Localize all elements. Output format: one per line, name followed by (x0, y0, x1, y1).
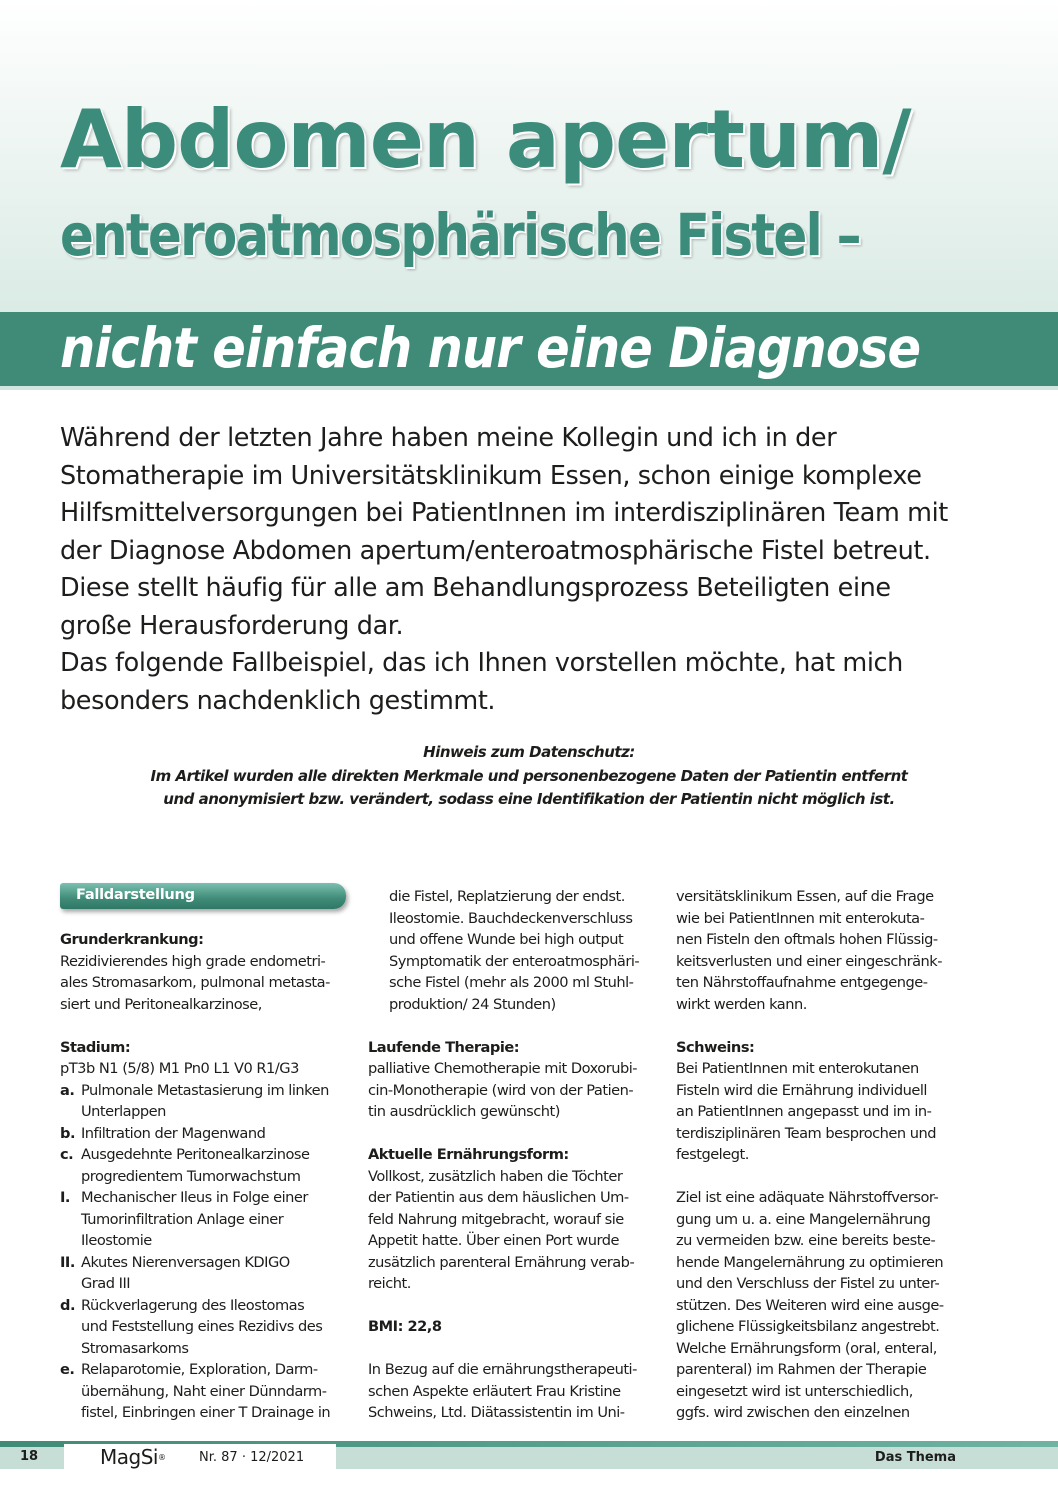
list-item-text: sche Fistel (mehr als 2000 ml Stuhl- (389, 974, 634, 991)
list-item (60, 1144, 360, 1166)
text-line: und den Verschluss der Fistel zu unter- (676, 1275, 940, 1292)
list-item-cont (60, 1273, 360, 1295)
text-line: Vollkost, zusätzlich haben die Töchter (368, 1167, 623, 1185)
list-marker: c. (60, 1146, 74, 1163)
intro-paragraph-2: Das folgende Fallbeispiel, das ich Ihnen vorstellen möchte, hat mich besonders nachdenklich gestimmt. (60, 648, 903, 716)
text-line: reicht. (368, 1275, 411, 1292)
list-item-text: Rückverlagerung des Ileostomas (81, 1296, 305, 1314)
list-marker: a. (60, 1081, 75, 1099)
list-marker: d. (60, 1296, 75, 1314)
list-item-cont (60, 1338, 360, 1360)
list-item-cont (60, 1230, 360, 1252)
list-item-text: Akutes Nierenversagen KDIGO (81, 1253, 290, 1271)
text-line: an PatientInnen angepasst und im in- (676, 1103, 932, 1120)
privacy-notice-heading: Hinweis zum Datenschutz: (423, 743, 635, 761)
text-line: eingesetzt wird ist unterschiedlich, (676, 1382, 913, 1400)
list-item (60, 1295, 360, 1317)
list-item (60, 1359, 360, 1381)
list-item (60, 1187, 360, 1209)
text-line: Bei PatientInnen mit enterokutanen (676, 1060, 919, 1077)
text-line: parenteral) im Rahmen der Therapie (676, 1361, 927, 1378)
text-line: wie bei PatientInnen mit enterokuta- (676, 909, 925, 927)
list-item-text: Ileostomie. Bauchdeckenverschluss (389, 909, 633, 927)
list-marker: II. (60, 1253, 75, 1271)
text-line: cin-Monotherapie (wird von der Patien- (368, 1081, 634, 1099)
list-item (60, 1123, 360, 1145)
list-item-text: Stromasarkoms (81, 1339, 189, 1357)
text-line: Welche Ernährungsform (oral, enteral, (676, 1339, 937, 1357)
list-item-text: progredientem Tumorwachstum (81, 1167, 301, 1185)
list-item-cont (368, 951, 668, 973)
page-title: Abdomen apertum/ (60, 93, 911, 186)
subheading-laufende-therapie: Laufende Therapie: (368, 1038, 520, 1056)
bmi-value: BMI: 22,8 (368, 1318, 442, 1335)
list-item-text: produktion/ 24 Stunden) (389, 995, 556, 1013)
subheading-stadium: Stadium: (60, 1038, 131, 1056)
list-item-text: und Feststellung eines Rezidivs des (81, 1318, 323, 1335)
list-item-text: und offene Wunde bei high output (389, 931, 624, 948)
page-title-line2: enteroatmosphärische Fistel – (60, 201, 860, 269)
column-1 (60, 886, 360, 1424)
list-item (60, 1080, 360, 1102)
text-line: ten Nährstoffaufnahme entgegenge- (676, 974, 928, 991)
page-number: 18 (20, 1449, 39, 1464)
text-line: der Patientin aus dem häuslichen Um- (368, 1189, 629, 1206)
list-item-text: fistel, Einbringen einer T Drainage in (81, 1404, 331, 1421)
list-marker: I. (60, 1189, 70, 1206)
text-line: pT3b N1 (5/8) M1 Pn0 L1 V0 R1/G3 (60, 1060, 299, 1077)
registered-mark: ® (157, 1453, 166, 1462)
list-item-text: Pulmonale Metastasierung im linken (81, 1081, 329, 1099)
text-line: zu vermeiden bzw. eine bereits beste- (676, 1232, 936, 1249)
text-line: tin ausdrücklich gewünscht) (368, 1103, 560, 1120)
text-line: nen Fisteln den oftmals hohen Flüssig- (676, 931, 938, 948)
list-item-text: Unterlappen (81, 1103, 166, 1120)
column-2 (368, 886, 668, 1424)
text-line: Rezidivierendes high grade endometri- (60, 952, 326, 970)
list-item (60, 1252, 360, 1274)
list-item-cont (368, 994, 668, 1016)
list-item-text: Infiltration der Magenwand (81, 1124, 266, 1142)
list-item-cont (60, 1402, 360, 1424)
text-line: In Bezug auf die ernährungstherapeuti- (368, 1361, 637, 1378)
text-line: festgelegt. (676, 1146, 749, 1163)
text-line: Fisteln wird die Ernährung individuell (676, 1081, 927, 1099)
text-line: schen Aspekte erläutert Frau Kristine (368, 1382, 621, 1400)
text-line: ales Stromasarkom, pulmonal metasta- (60, 974, 330, 991)
list-marker: b. (60, 1124, 75, 1142)
text-line: ggfs. wird zwischen den einzelnen (676, 1404, 910, 1421)
list-marker: e. (60, 1361, 75, 1378)
text-line: siert und Peritonealkarzinose, (60, 995, 262, 1013)
list-item-text: Grad III (81, 1275, 131, 1292)
list-item-cont (368, 908, 668, 930)
column-3 (676, 886, 976, 1424)
privacy-notice-line: Im Artikel wurden alle direkten Merkmale und personenbezogene Daten der Patientin entfernt (150, 766, 908, 785)
text-line: Appetit hatte. Über einen Port wurde (368, 1232, 619, 1249)
text-line: feld Nahrung mitgebracht, worauf sie (368, 1210, 624, 1228)
page-subtitle: nicht einfach nur eine Diagnose (60, 316, 921, 380)
text-line: palliative Chemotherapie mit Doxorubi- (368, 1060, 638, 1077)
list-item-text: Ausgedehnte Peritonealkarzinose (81, 1146, 310, 1163)
list-item-cont (60, 1101, 360, 1123)
text-line: stützen. Des Weiteren wird eine ausge- (676, 1296, 944, 1314)
list-item-cont (60, 1209, 360, 1231)
magazine-logo-text: MagSi (100, 1445, 158, 1469)
list-item-cont (368, 886, 668, 908)
list-item-cont (60, 1166, 360, 1188)
issue-info: Nr. 87 · 12/2021 (199, 1450, 305, 1465)
text-line: Schweins, Ltd. Diätassistentin im Uni- (368, 1404, 625, 1421)
text-line: zusätzlich parenteral Ernährung verab- (368, 1253, 635, 1271)
text-line: hende Mangelernährung zu optimieren (676, 1253, 944, 1271)
list-item-cont (60, 1316, 360, 1338)
text-line: gung um u. a. eine Mangelernährung (676, 1210, 931, 1228)
text-line: glichene Flüssigkeitsbilanz angestrebt. (676, 1318, 940, 1335)
list-item-text: Symptomatik der enteroatmosphäri- (389, 952, 640, 970)
list-item-cont (368, 929, 668, 951)
list-item-cont (368, 972, 668, 994)
list-item-text: übernähung, Naht einer Dünndarm- (81, 1382, 327, 1400)
list-item-cont (60, 1381, 360, 1403)
subheading-grunderkrankung: Grunderkrankung: (60, 931, 204, 948)
list-item-text: Ileostomie (81, 1232, 152, 1249)
text-line: terdisziplinären Team besprochen und (676, 1124, 937, 1142)
text-line: wirkt werden kann. (676, 995, 807, 1013)
list-item-text: Relaparotomie, Exploration, Darm- (81, 1361, 318, 1378)
intro-text (60, 420, 960, 720)
text-line: Ziel ist eine adäquate Nährstoffversor- (676, 1189, 939, 1206)
text-line: versitätsklinikum Essen, auf die Frage (676, 888, 934, 905)
privacy-notice (100, 741, 958, 812)
subheading-ernaehrungsform: Aktuelle Ernährungsform: (368, 1146, 569, 1163)
list-item-text: Tumorinfiltration Anlage einer (81, 1210, 284, 1228)
list-item-text: Mechanischer Ileus in Folge einer (81, 1189, 308, 1206)
privacy-notice-line: und anonymisiert bzw. verändert, sodass eine Identifikation der Patientin nicht möglich ist. (163, 790, 895, 808)
list-item-text: die Fistel, Replatzierung der endst. (389, 888, 625, 905)
intro-paragraph-1: Während der letzten Jahre haben meine Kollegin und ich in der Stomatherapie im Universitätsklinikum Essen, schon einige komplexe Hilfsmittelversorgungen bei PatientInnen im interdisziplinären Team mit der Diagnose Abdomen apertum/enteroatmosphärische Fistel betreut. Diese stellt häufig für alle am Behandlungsprozess Beteiligten eine große Herausforderung dar. (60, 423, 948, 641)
subheading-schweins: Schweins: (676, 1038, 755, 1056)
section-tag-label: Falldarstellung (76, 886, 195, 903)
text-line: keitsverlusten und einer eingeschränk- (676, 952, 943, 970)
magazine-logo (100, 1443, 165, 1471)
section-name: Das Thema (874, 1450, 956, 1465)
